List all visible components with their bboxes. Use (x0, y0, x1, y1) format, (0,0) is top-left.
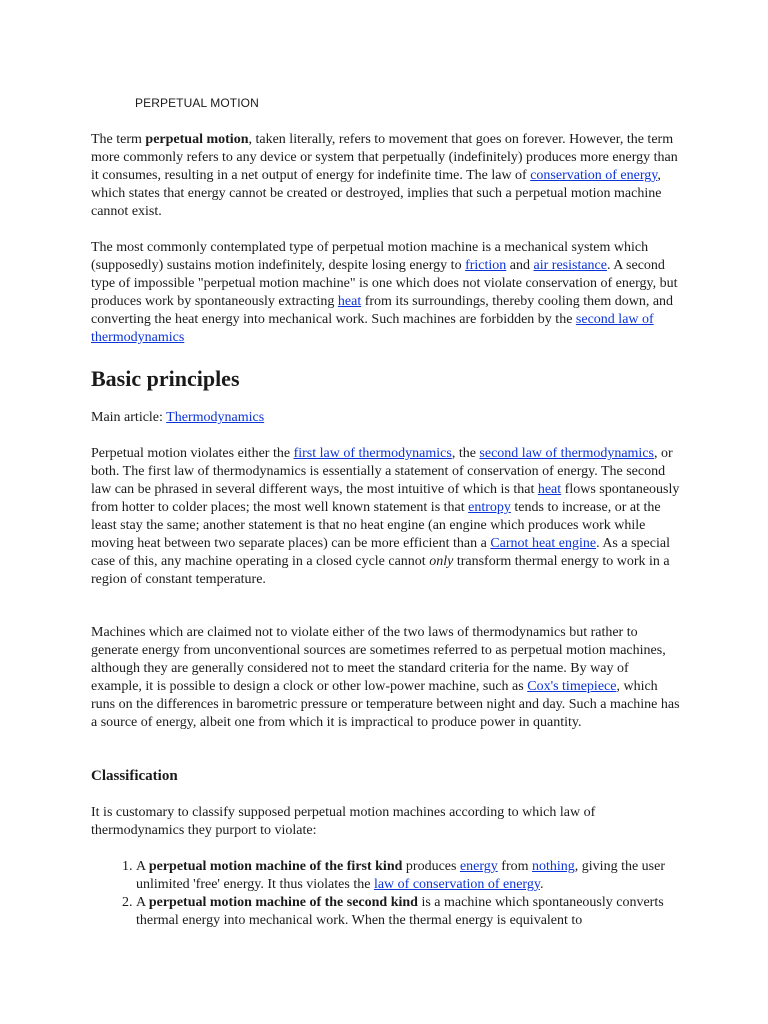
list-item (136, 894, 681, 930)
intro-paragraph-2 (91, 239, 681, 347)
text: , which states that energy cannot be created or destroyed, implies that such a perpetual motion machine cannot exist. (91, 168, 662, 219)
text: Perpetual motion violates either the (91, 446, 294, 461)
link-entropy[interactable]: entropy (468, 500, 511, 515)
text: The term (91, 132, 146, 147)
text: , giving the user unlimited 'free' energy. It thus violates the (136, 859, 666, 892)
link-energy[interactable]: energy (459, 859, 498, 874)
basic-paragraph-1 (91, 445, 681, 589)
text: , the (451, 446, 480, 461)
bold-term: perpetual motion machine of the second kind (148, 895, 418, 910)
text: . A second type of impossible "perpetual motion machine" is one which does not violate conservation of energy, but produces work by spontaneously extracting (91, 258, 678, 309)
text: produces (402, 859, 460, 874)
text: The most commonly contemplated type of perpetual motion machine is a mechanical system which (supposedly) sustains motion indefinitely, despite losing energy to (91, 240, 649, 273)
text: and (506, 258, 534, 273)
link-heat[interactable]: heat (537, 482, 562, 497)
link-law-of-conservation-of-energy[interactable]: law of conservation of energy (373, 877, 540, 892)
text: Machines which are claimed not to violate either of the two laws of thermodynamics but rather to generate energy from unconventional sources are sometimes referred to as perpetual motion machines, although they are generally considered not to meet the standard criteria for the name. By way of example, it is possible to design a clock or other low-power machine, such as (91, 625, 666, 694)
text: A (136, 895, 149, 910)
bold-term: perpetual motion machine of the first kind (148, 859, 403, 874)
text: . As a special case of this, any machine operating in a closed cycle cannot (91, 536, 670, 569)
link-second-law-of-thermodynamics[interactable]: second law of thermodynamics (91, 312, 654, 345)
document-title: PERPETUAL MOTION (135, 96, 259, 110)
link-carnot-heat-engine[interactable]: Carnot heat engine (490, 536, 597, 551)
text: . (539, 877, 544, 892)
link-nothing[interactable]: nothing (532, 859, 575, 874)
text: from its surroundings, thereby cooling them down, and converting the heat energy into mechanical work. Such machines are forbidden by the (91, 294, 674, 327)
link-first-law-of-thermodynamics[interactable]: first law of thermodynamics (293, 446, 452, 461)
link-heat[interactable]: heat (337, 294, 362, 309)
main-article-note (91, 409, 681, 427)
text: , taken literally, refers to movement that goes on forever. However, the term more commonly refers to any device or system that perpetually (indefinitely) produces more energy than it consumes, resulting in a net output of energy for indefinite time. The law of (91, 132, 678, 183)
text: from (497, 859, 533, 874)
basic-paragraph-2 (91, 624, 681, 732)
link-thermodynamics[interactable]: Thermodynamics (166, 410, 265, 425)
link-coxs-timepiece[interactable]: Cox's timepiece (527, 679, 617, 694)
heading-basic-principles: Basic principles (91, 366, 240, 391)
intro-paragraph-1 (91, 131, 681, 221)
link-air-resistance[interactable]: air resistance (533, 258, 607, 273)
text: transform thermal energy to work in a region of constant temperature. (91, 554, 670, 587)
text: Main article: (91, 410, 167, 425)
heading-classification: Classification (91, 768, 178, 784)
text: is a machine which spontaneously converts thermal energy into mechanical work. When the thermal energy is equivalent to (136, 895, 664, 928)
emphasis: only (429, 554, 454, 569)
text: , which runs on the differences in barometric pressure or temperature between night and day. Such a machine has a source of energy, albeit one from which it is impractical to produce power in quantity. (91, 679, 680, 730)
classification-intro: It is customary to classify supposed perpetual motion machines according to which law of thermodynamics they purport to violate: (91, 805, 596, 838)
text: tends to increase, or at the least stay the same; another statement is that no heat engine (an engine which produces work while moving heat between two separate places) can be more efficient than a (91, 500, 661, 551)
text: flows spontaneously from hotter to colder places; the most well known statement is that (91, 482, 680, 515)
list-item (136, 858, 681, 894)
text: A (136, 859, 149, 874)
bold-term: perpetual motion (145, 132, 249, 147)
link-conservation-of-energy[interactable]: conservation of energy (530, 168, 658, 183)
link-friction[interactable]: friction (465, 258, 507, 273)
classification-list (91, 858, 681, 930)
text: , or both. The first law of thermodynamics is essentially a statement of conservation of energy. The second law can be phrased in several different ways, the most intuitive of which is that (91, 446, 673, 497)
link-second-law-of-thermodynamics[interactable]: second law of thermodynamics (479, 446, 654, 461)
